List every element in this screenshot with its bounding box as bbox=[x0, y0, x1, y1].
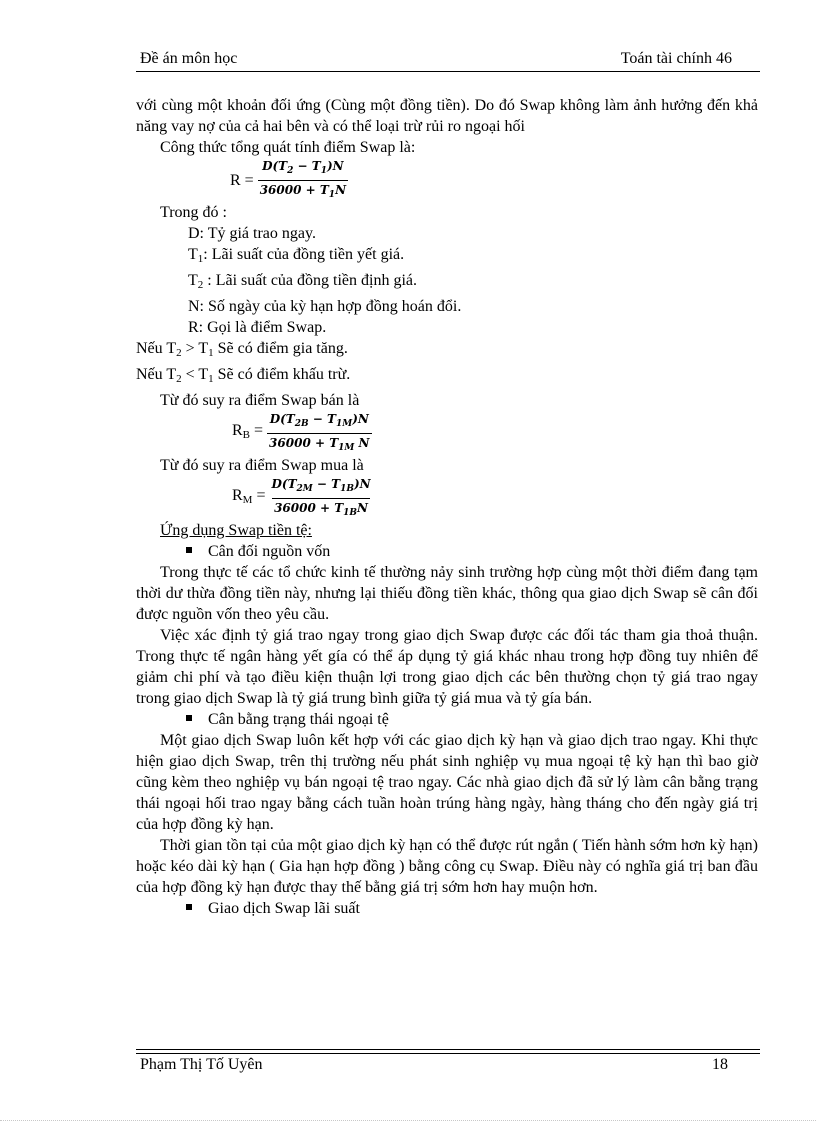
intro-paragraph: với cùng một khoản đối ứng (Cùng một đồng tiền). Do đó Swap không làm ảnh hưởng đến khả năng vay nợ của cả hai bên và có thể loại trừ rủi ro ngoại hối bbox=[136, 97, 758, 135]
formula-sell-lhs: RB = bbox=[232, 422, 264, 441]
formula-buy-lhs: RM = bbox=[232, 487, 266, 506]
document-body bbox=[136, 95, 758, 919]
buy-formula-intro: Từ đó suy ra điểm Swap mua là bbox=[160, 457, 364, 474]
formula-swap-sell bbox=[136, 411, 758, 455]
sell-formula-intro: Từ đó suy ra điểm Swap bán là bbox=[160, 392, 360, 409]
formula-intro: Công thức tổng quát tính điểm Swap là: bbox=[160, 139, 416, 156]
section-title: Ứng dụng Swap tiền tệ: bbox=[160, 522, 312, 539]
formula-swap-buy bbox=[136, 476, 758, 520]
definition-n: N: Số ngày của kỳ hạn hợp đồng hoán đổi. bbox=[188, 298, 462, 315]
bullet-item bbox=[136, 541, 758, 562]
formula-swap-point bbox=[136, 158, 758, 202]
formula-numerator: $D(T_2 - T_1)N$ bbox=[262, 158, 344, 176]
header-class-name: Toán tài chính 46 bbox=[620, 50, 732, 67]
bullet-text: Cân bằng trạng thái ngoại tệ bbox=[208, 711, 389, 728]
condition-decrease: Nếu T2 < T1 Sẽ có điểm khấu trừ. bbox=[136, 366, 351, 385]
bullet-item bbox=[136, 709, 758, 730]
square-bullet-icon bbox=[186, 547, 192, 553]
header-course-title: Đề án môn học bbox=[140, 50, 238, 67]
definition-r: R: Gọi là điểm Swap. bbox=[188, 319, 327, 336]
formula-fraction bbox=[258, 158, 348, 203]
bullet-text: Cân đối nguồn vốn bbox=[208, 543, 331, 560]
where-label: Trong đó : bbox=[160, 204, 227, 221]
formula-sell-numerator: $D(T_{2B} - T_{1M})N$ bbox=[269, 411, 369, 429]
footer-rule bbox=[136, 1053, 760, 1054]
page-number: 18 bbox=[712, 1056, 728, 1073]
definition-d: D: Tỷ giá trao ngay. bbox=[188, 225, 316, 242]
condition-increase: Nếu T2 > T1 Sẽ có điểm gia tăng. bbox=[136, 340, 348, 359]
paragraph: Thời gian tồn tại của một giao dịch kỳ hạn có thể được rút ngắn ( Tiến hành sớm hơn kỳ hạn) hoặc kéo dài kỳ hạn ( Gia hạn hợp đồng ) bằng công cụ Swap. Điều này có nghĩa giá trị ban đầu của hợp đồng kỳ hạn được thay thế bằng giá trị sớm hơn hay muộn hơn. bbox=[136, 837, 758, 896]
page-bottom-divider bbox=[0, 1120, 816, 1121]
square-bullet-icon bbox=[186, 715, 192, 721]
footer-author: Phạm Thị Tố Uyên bbox=[140, 1056, 263, 1073]
header-rule bbox=[136, 71, 760, 72]
formula-sell-denominator: $36000 + T_{1M}$ N bbox=[267, 433, 371, 456]
page-header bbox=[136, 50, 760, 72]
formula-buy-fraction bbox=[269, 476, 372, 521]
definition-t2: T2 : Lãi suất của đồng tiền định giá. bbox=[188, 272, 418, 291]
square-bullet-icon bbox=[186, 904, 192, 910]
paragraph: Một giao dịch Swap luôn kết hợp với các giao dịch kỳ hạn và giao dịch trao ngay. Khi thực hiện giao dịch Swap, trên thị trường nếu phát sinh nghiệp vụ mua ngoại tệ kỳ hạn thì bao giờ cũng kèm theo nghiệp vụ bán ngoại tệ trao ngay. Các nhà giao dịch đã sử lý làm cân bằng trạng thái ngoại hối trao ngay bằng cách tuần hoàn trúng hàng ngày, hàng tháng cho đến ngày giá trị của hợp đồng kỳ hạn. bbox=[136, 732, 758, 833]
paragraph: Trong thực tế các tổ chức kinh tế thường nảy sinh trường hợp cùng một thời điểm đang tạm thời dư thừa đồng tiền này, nhưng lại thiếu đồng tiền khác, thông qua giao dịch Swap sẽ cân đối được nguồn vốn theo yêu cầu. bbox=[136, 564, 758, 623]
formula-denominator: $36000 + T_1N$ bbox=[258, 180, 348, 203]
formula-sell-fraction bbox=[267, 411, 371, 456]
footer-rule bbox=[136, 1049, 760, 1050]
definition-t1: T1: Lãi suất của đồng tiền yết giá. bbox=[188, 246, 405, 265]
formula-buy-denominator: $36000 + T_{1B}N$ bbox=[272, 498, 370, 521]
paragraph: Việc xác định tỷ giá trao ngay trong giao dịch Swap được các đối tác tham gia thoả thuận. Trong thực tế ngân hàng yết gía có thể áp dụng tỷ giá khác nhau trong hợp đồng tuy nhiên để giảm chi phí và tạo điều kiện thuận lợi trong giao dịch các bên thường chọn tỷ giá trao ngay trong giao dịch Swap là tỷ giá trung bình giữa tỷ giá mua và tỷ gía bán. bbox=[136, 627, 758, 707]
bullet-text: Giao dịch Swap lãi suất bbox=[208, 900, 360, 917]
bullet-item bbox=[136, 898, 758, 919]
formula-buy-numerator: $D(T_{2M} - T_{1B})N$ bbox=[271, 476, 371, 494]
formula-lhs: R = bbox=[230, 171, 254, 189]
